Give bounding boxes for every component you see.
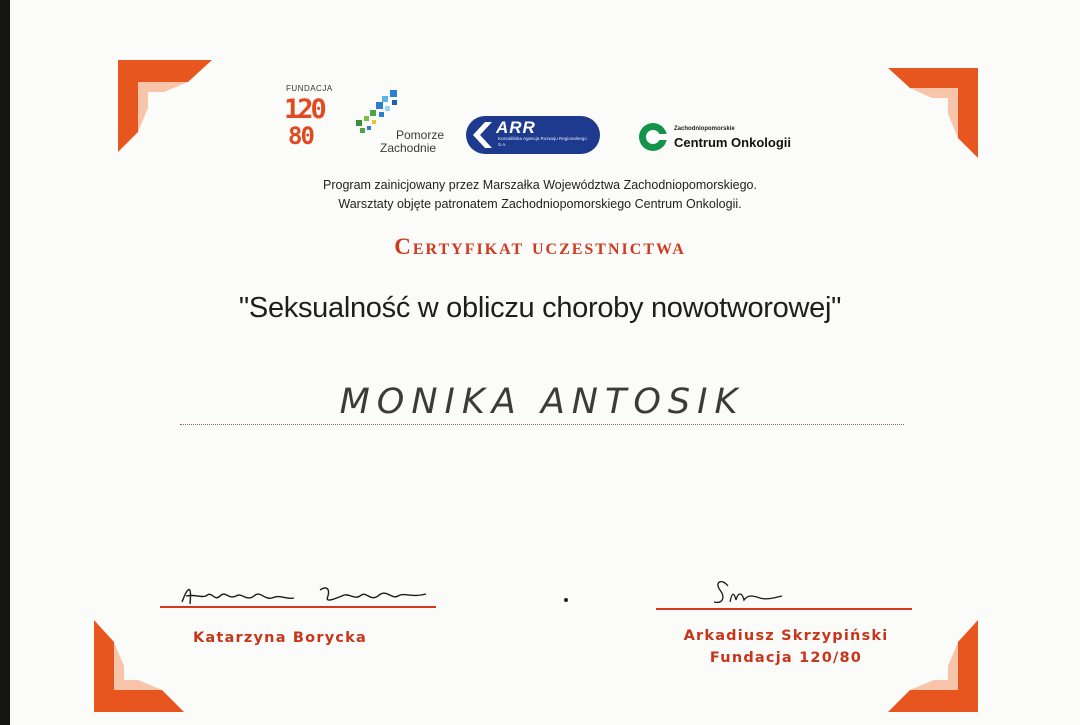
fundacja-label: FUNDACJA xyxy=(286,84,333,93)
participant-dotted-line xyxy=(180,424,904,425)
workshop-title: "Seksualność w obliczu choroby nowotworowej" xyxy=(238,292,842,324)
pomorze-line1: Pomorze xyxy=(396,128,445,142)
signer-organization-right: Fundacja 120/80 xyxy=(709,650,863,666)
fundacja-number-top: 120 xyxy=(284,94,324,125)
program-line-2: Warsztaty objęte patronatem Zachodniopomorskiego Centrum Onkologii. xyxy=(338,197,742,211)
signer-name-right: Arkadiusz Skrzypiński xyxy=(683,628,889,644)
certificate-title: Certyfikat uczestnictwa xyxy=(394,234,686,259)
onkologia-name: Centrum Onkologii xyxy=(674,135,791,150)
corner-ornament-top-left xyxy=(114,58,214,158)
pomorze-line2: Zachodnie xyxy=(380,141,437,155)
centrum-onkologii-logo xyxy=(636,118,820,158)
signature-block-left xyxy=(160,578,440,648)
sponsor-logos xyxy=(280,84,820,160)
handwritten-signature-right xyxy=(656,572,916,612)
participant-name: MONIKA ANTOSIK xyxy=(339,382,745,422)
arr-subtitle: Koszalińska Agencja Rozwoju Regionalnego S.A. xyxy=(498,136,587,147)
program-line-1: Program zainicjowany przez Marszałka Województwa Zachodniopomorskiego. xyxy=(323,178,757,192)
fundacja-number-bottom: 80 xyxy=(288,122,313,150)
signature-line-left xyxy=(160,606,436,608)
onkologia-c-icon xyxy=(638,122,668,152)
signer-name-left: Katarzyna Borycka xyxy=(193,630,367,646)
arr-letters: ARR xyxy=(496,118,536,137)
signature-line-right xyxy=(656,608,912,610)
scan-edge xyxy=(0,0,10,725)
corner-ornament-top-right xyxy=(886,64,986,164)
arr-badge xyxy=(466,116,600,154)
fundacja-120-80-logo xyxy=(280,84,340,156)
handwritten-signature-left xyxy=(160,578,440,614)
pomorze-zachodnie-logo xyxy=(352,88,452,158)
signature-block-right xyxy=(656,572,916,672)
program-description xyxy=(260,176,820,214)
ink-dot xyxy=(564,598,568,602)
arr-logo xyxy=(466,116,602,156)
onkologia-region: Zachodniopomorskie xyxy=(674,126,735,132)
